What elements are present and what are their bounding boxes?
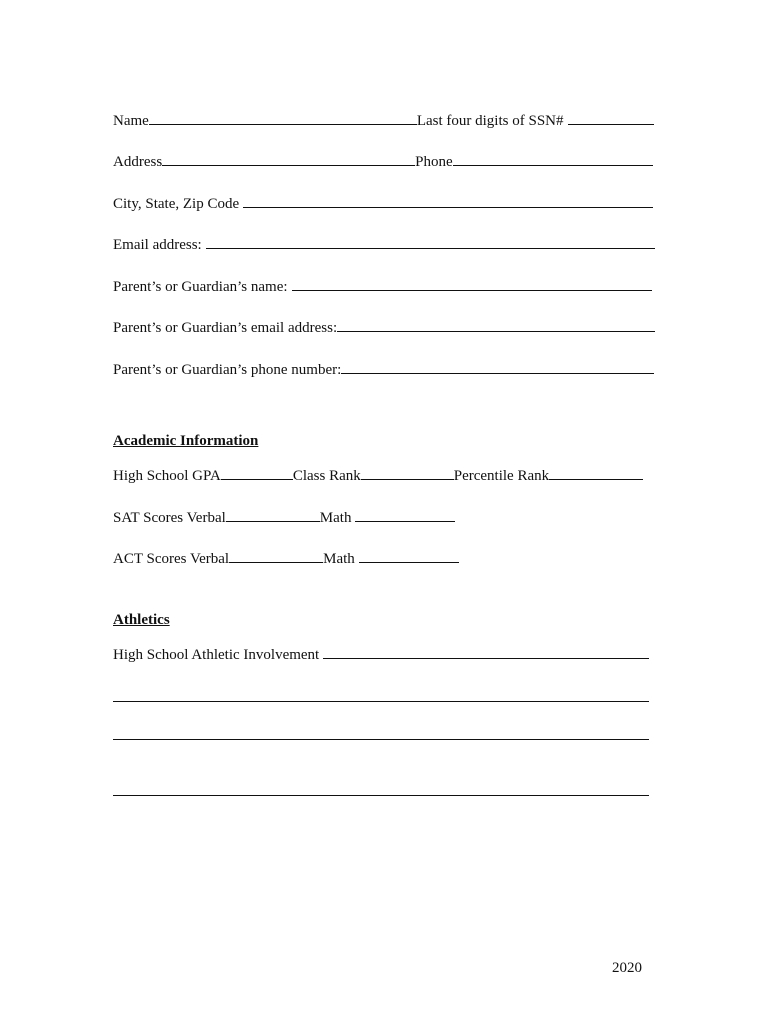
guardian-phone-field[interactable] — [341, 361, 654, 374]
email-label: Email address: — [113, 237, 202, 253]
sat-math-field[interactable] — [355, 509, 455, 522]
address-label: Address — [113, 154, 163, 170]
name-label: Name — [113, 113, 149, 129]
email-field[interactable] — [206, 236, 655, 249]
ssn-field[interactable] — [568, 112, 654, 125]
athletics-heading: Athletics — [113, 612, 170, 628]
city-state-zip-field[interactable] — [243, 195, 653, 208]
sat-row — [113, 509, 455, 527]
act-row — [113, 550, 459, 568]
guardian-name-field[interactable] — [292, 278, 652, 291]
address-field[interactable] — [162, 153, 415, 166]
ssn-label: Last four digits of SSN# — [416, 113, 564, 129]
guardian-email-field[interactable] — [337, 319, 655, 332]
city-state-zip-label: City, State, Zip Code — [113, 196, 240, 212]
act-math-label: Math — [323, 551, 355, 567]
athletic-involvement-line-4[interactable] — [113, 795, 649, 796]
act-verbal-field[interactable] — [229, 550, 323, 563]
footer-year: 2020 — [612, 960, 642, 976]
athletic-involvement-row — [113, 646, 649, 664]
sat-math-label: Math — [319, 510, 352, 526]
email-row — [113, 236, 655, 254]
guardian-phone-row — [113, 361, 654, 379]
act-math-field[interactable] — [359, 550, 459, 563]
phone-field[interactable] — [453, 153, 653, 166]
guardian-email-label: Parent’s or Guardian’s email address: — [113, 320, 338, 336]
guardian-phone-label: Parent’s or Guardian’s phone number: — [113, 362, 342, 378]
guardian-name-label: Parent’s or Guardian’s name: — [113, 279, 288, 295]
city-row — [113, 195, 653, 213]
gpa-label: High School GPA — [113, 468, 221, 484]
act-verbal-label: ACT Scores Verbal — [113, 551, 230, 567]
percentile-rank-field[interactable] — [549, 467, 643, 480]
sat-verbal-label: SAT Scores Verbal — [113, 510, 226, 526]
academic-information-heading: Academic Information — [113, 433, 259, 449]
athletic-involvement-field[interactable] — [323, 646, 649, 659]
class-rank-label: Class Rank — [292, 468, 361, 484]
guardian-name-row — [113, 278, 652, 296]
name-field[interactable] — [149, 112, 417, 125]
phone-label: Phone — [415, 154, 453, 170]
address-phone-row — [113, 153, 653, 171]
sat-verbal-field[interactable] — [226, 509, 320, 522]
athletic-involvement-label: High School Athletic Involvement — [113, 647, 320, 663]
athletic-involvement-line-2[interactable] — [113, 701, 649, 702]
gpa-field[interactable] — [221, 467, 293, 480]
class-rank-field[interactable] — [361, 467, 454, 480]
percentile-rank-label: Percentile Rank — [453, 468, 550, 484]
gpa-rank-row — [113, 467, 643, 485]
name-ssn-row — [113, 112, 654, 130]
athletic-involvement-line-3[interactable] — [113, 739, 649, 740]
guardian-email-row — [113, 319, 655, 337]
